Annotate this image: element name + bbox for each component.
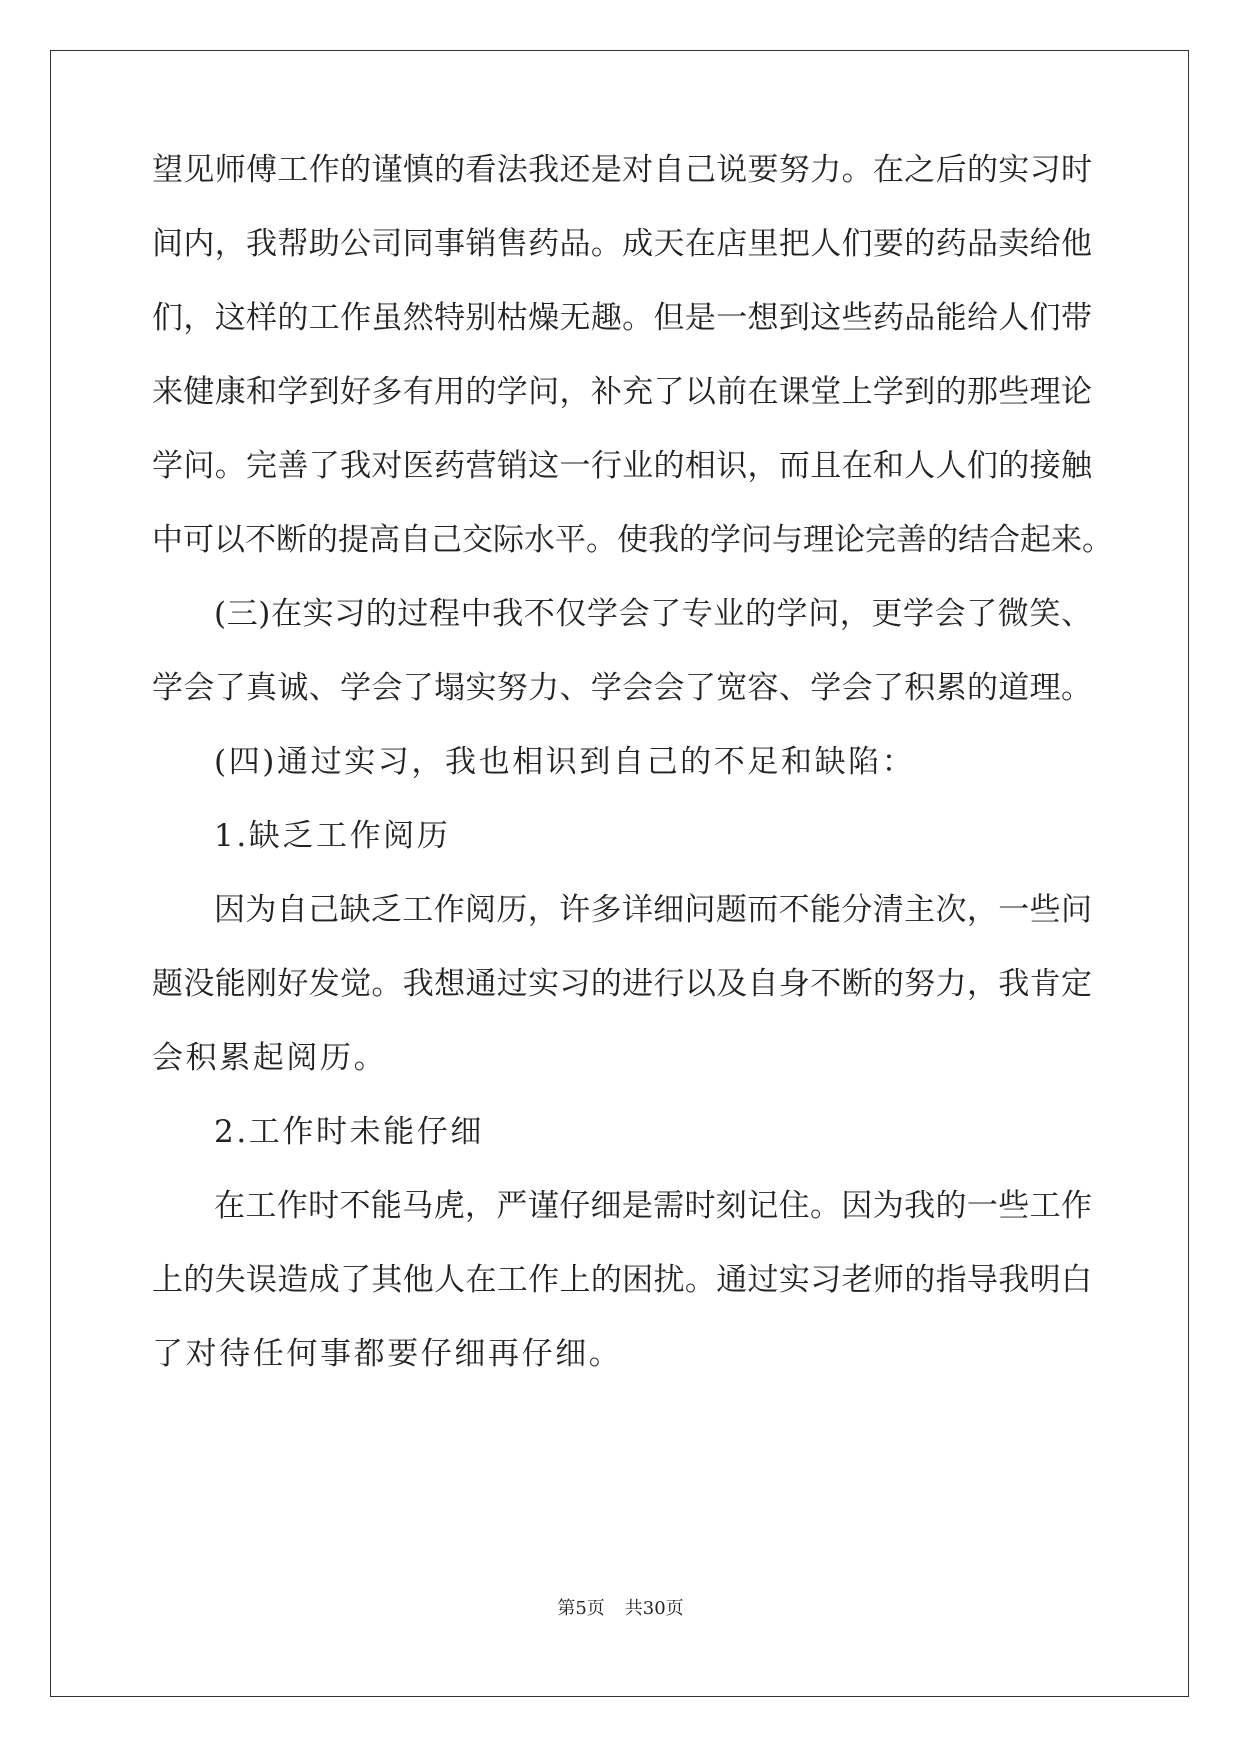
list-heading: 1.缺乏工作阅历 bbox=[214, 818, 451, 854]
current-page-number: 5 bbox=[575, 1598, 587, 1619]
text-line: 间内，我帮助公司同事销售药品。成天在店里把人们要的药品卖给他 bbox=[152, 226, 1092, 262]
text-line: (四)通过实习，我也相识到自己的不足和缺陷： bbox=[214, 744, 916, 780]
text-line: (三)在实习的过程中我不仅学会了专业的学问，更学会了微笑、 bbox=[214, 596, 1092, 632]
text-line: 因为自己缺乏工作阅历，许多详细问题而不能分清主次，一些问 bbox=[214, 892, 1092, 928]
text-line: 来健康和学到好多有用的学问，补充了以前在课堂上学到的那些理论 bbox=[152, 374, 1092, 410]
page-footer bbox=[0, 1594, 1241, 1620]
text-line: 上的失误造成了其他人在工作上的困扰。通过实习老师的指导我明白 bbox=[152, 1262, 1092, 1298]
text-line: 题没能刚好发觉。我想通过实习的进行以及自身不断的努力，我肯定 bbox=[152, 966, 1092, 1002]
text-line: 在工作时不能马虎，严谨仔细是需时刻记住。因为我的一些工作 bbox=[214, 1188, 1092, 1224]
text-line: 了对待任何事都要仔细再仔细。 bbox=[152, 1336, 623, 1372]
text-line: 学会了真诚、学会了塌实努力、学会会了宽容、学会了积累的道理。 bbox=[152, 670, 1092, 706]
list-heading: 2.工作时未能仔细 bbox=[214, 1114, 484, 1150]
text-line: 中可以不断的提高自己交际水平。使我的学问与理论完善的结合起来。 bbox=[152, 522, 1113, 558]
current-page-unit: 页 bbox=[586, 1598, 605, 1619]
total-pages-unit: 页 bbox=[665, 1598, 684, 1619]
total-pages-number: 30 bbox=[642, 1598, 666, 1619]
text-line: 们，这样的工作虽然特别枯燥无趣。但是一想到这些药品能给人们带 bbox=[152, 300, 1092, 336]
current-page-label: 第 bbox=[557, 1598, 576, 1619]
text-line: 望见师傅工作的谨慎的看法我还是对自己说要努力。在之后的实习时 bbox=[152, 152, 1092, 188]
text-line: 会积累起阅历。 bbox=[152, 1040, 388, 1076]
text-line: 学问。完善了我对医药营销这一行业的相识，而且在和人人们的接触 bbox=[152, 448, 1092, 484]
total-pages-label: 共 bbox=[624, 1598, 643, 1619]
